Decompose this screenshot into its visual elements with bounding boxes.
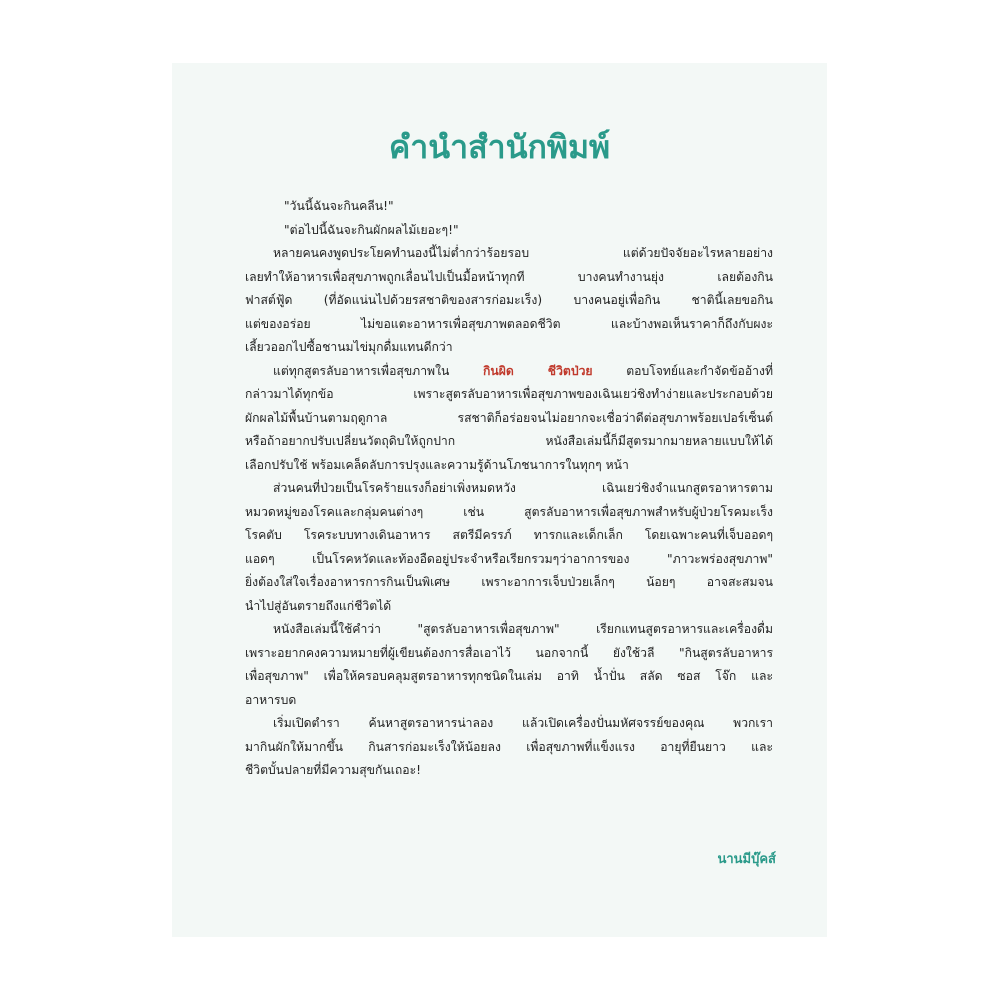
book-page (172, 63, 827, 937)
body-line: "วันนี้ฉันจะกินคลีน!" (284, 199, 394, 213)
body-line: "ต่อไปนี้ฉันจะกินผักผลไม้เยอะๆ!" (284, 222, 459, 237)
body-line: เลี้ยวออกไปซื้อชานมไข่มุกดื่มแทนดีกว่า (245, 340, 453, 354)
body-line: โรคตับ โรคระบบทางเดินอาหาร สตรีมีครรภ์ ทารกและเด็กเล็ก โดยเฉพาะคนที่เจ็บออดๆ (245, 528, 773, 542)
book-title-highlight: กินผิด ชีวิตป่วย (483, 363, 593, 378)
body-line: นำไปสู่อันตรายถึงแก่ชีวิตได้ (245, 598, 392, 613)
publisher-signature: นานมีบุ๊คส์ (717, 852, 776, 867)
body-line: หมวดหมู่ของโรคและกลุ่มคนต่างๆ เช่น สูตรลับอาหารเพื่อสุขภาพสำหรับผู้ป่วยโรคมะเร็ง (245, 504, 773, 519)
body-text: ตอบโจทย์และกำจัดข้ออ้างที่ (626, 363, 773, 378)
body-line: ชีวิตบั้นปลายที่มีความสุขกันเถอะ! (245, 763, 422, 777)
body-line: เริ่มเปิดตำรา ค้นหาสูตรอาหารน่าลอง แล้วเปิดเครื่องปั่นมหัศจรรย์ของคุณ พวกเรา (273, 716, 773, 730)
body-line: ผักผลไม้พื้นบ้านตามฤดูกาล รสชาติก็อร่อยจนไม่อยากจะเชื่อว่าดีต่อสุขภาพร้อยเปอร์เซ็นต์ (245, 410, 773, 425)
body-line: กล่าวมาได้ทุกข้อ เพราะสูตรลับอาหารเพื่อสุขภาพของเฉินเยว่ชิงทำง่ายและประกอบด้วย (245, 387, 773, 401)
page-title: คำนำสำนักพิมพ์ (388, 128, 611, 166)
body-line: อาหารบด (245, 692, 297, 707)
body-line-with-book-title (245, 360, 773, 384)
body-line: หนังสือเล่มนี้ใช้คำว่า "สูตรลับอาหารเพื่อสุขภาพ" เรียกแทนสูตรอาหารและเครื่องดื่ม (273, 622, 773, 636)
body-line: เลยทำให้อาหารเพื่อสุขภาพถูกเลื่อนไปเป็นมื้อหน้าทุกที บางคนทำงานยุ่ง เลยต้องกิน (245, 269, 773, 284)
body-line: แอดๆ เป็นโรคหวัดและท้องอืดอยู่ประจำหรือเรียกรวมๆว่าอาการของ "ภาวะพร่องสุขภาพ" (245, 551, 773, 566)
body-line: แต่ของอร่อย ไม่ขอแตะอาหารเพื่อสุขภาพตลอดชีวิต และบ้างพอเห็นราคาก็ถึงกับผงะ (245, 316, 773, 331)
body-line: หลายคนคงพูดประโยคทำนองนี้ไม่ต่ำกว่าร้อยรอบ แต่ด้วยปัจจัยอะไรหลายอย่าง (273, 246, 773, 260)
body-line: เพราะอยากคงความหมายที่ผู้เขียนต้องการสื่อเอาไว้ นอกจากนี้ ยังใช้วลี "กินสูตรลับอาหาร (245, 645, 773, 660)
body-line: หรือถ้าอยากปรับเปลี่ยนวัตถุดิบให้ถูกปาก หนังสือเล่มนี้ก็มีสูตรมากมายหลายแบบให้ได้ (245, 434, 773, 448)
body-line: ยิ่งต้องใส่ใจเรื่องอาหารการกินเป็นพิเศษ เพราะอาการเจ็บป่วยเล็กๆ น้อยๆ อาจสะสมจน (245, 575, 773, 589)
body-line: มากินผักให้มากขึ้น กินสารก่อมะเร็งให้น้อยลง เพื่อสุขภาพที่แข็งแรง อายุที่ยืนยาว และ (245, 739, 773, 754)
body-line: ฟาสต์ฟู้ด (ที่อัดแน่นไปด้วยรสชาติของสารก่อมะเร็ง) บางคนอยู่เพื่อกิน ชาตินี้เลยขอกิน (245, 293, 773, 307)
body-text: แต่ทุกสูตรลับอาหารเพื่อสุขภาพใน (273, 363, 450, 378)
body-line: ส่วนคนที่ป่วยเป็นโรคร้ายแรงก็อย่าเพิ่งหมดหวัง เฉินเยว่ชิงจำแนกสูตรอาหารตาม (273, 481, 773, 495)
foreword-body (245, 195, 773, 783)
body-line: เพื่อสุขภาพ" เพื่อให้ครอบคลุมสูตรอาหารทุกชนิดในเล่ม อาทิ น้ำปั่น สลัด ซอส โจ๊ก และ (245, 669, 773, 683)
body-line: เลือกปรับใช้ พร้อมเคล็ดลับการปรุงและความรู้ด้านโภชนาการในทุกๆ หน้า (245, 457, 629, 472)
